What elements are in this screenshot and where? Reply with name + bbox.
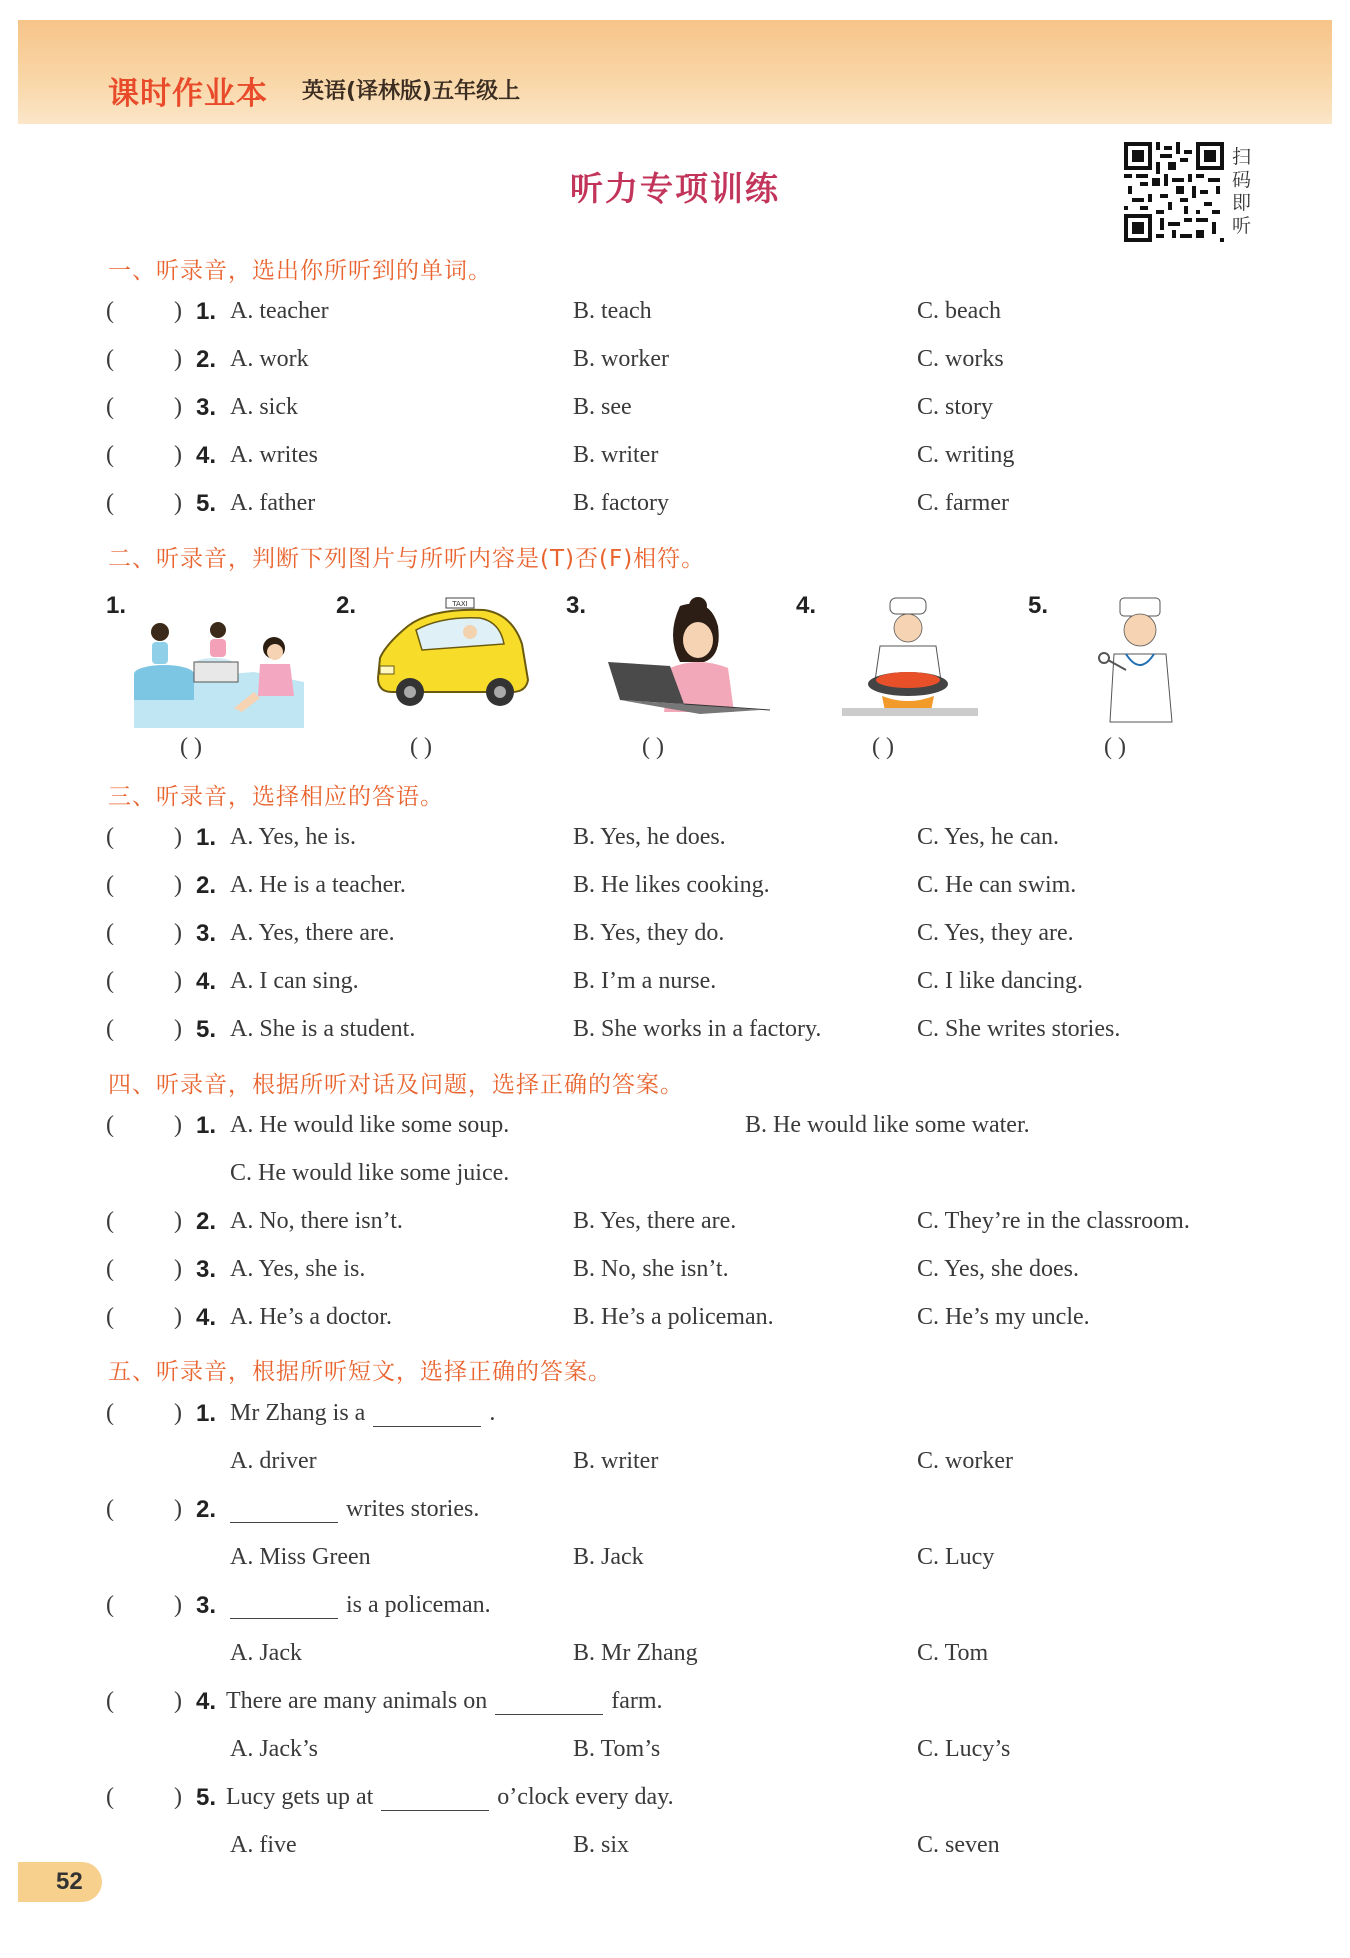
option-a: A. writes (230, 442, 318, 468)
fill-blank[interactable] (230, 1500, 338, 1523)
stem-text: writes stories. (346, 1496, 480, 1522)
option-b: B. No, she isn’t. (573, 1256, 729, 1282)
answer-blank[interactable]: ( ) (180, 734, 202, 760)
answer-paren-open[interactable]: ( (106, 968, 114, 994)
writer-picture (600, 596, 770, 716)
s1-question-row (0, 442, 1350, 482)
option-c: C. Yes, he can. (917, 824, 1059, 850)
picture-number: 1. (106, 592, 127, 619)
answer-paren-close: ) (174, 872, 182, 898)
option-a: A. Jack (230, 1640, 302, 1666)
picture-number: 5. (1028, 592, 1049, 619)
option-b: B. Yes, they do. (573, 920, 725, 946)
option-a: A. He is a teacher. (230, 872, 406, 898)
fill-blank[interactable] (381, 1788, 489, 1811)
answer-paren-open[interactable]: ( (106, 1688, 114, 1714)
s5-options-row (0, 1832, 1350, 1872)
question-number: 5. (196, 490, 217, 517)
section5-heading: 五、听录音，根据所听短文，选择正确的答案。 (108, 1359, 612, 1385)
question-number: 5. (196, 1784, 217, 1811)
s5-question-row (0, 1400, 1350, 1440)
book-title: 英语(译林版)五年级上 (302, 79, 521, 104)
answer-paren-open[interactable]: ( (106, 1256, 114, 1282)
option-c: C. Lucy’s (917, 1736, 1011, 1762)
stem-text: Mr Zhang is a (230, 1400, 366, 1426)
answer-paren-open[interactable]: ( (106, 1208, 114, 1234)
s4-question-row (0, 1256, 1350, 1296)
option-b: B. worker (573, 346, 669, 372)
answer-paren-open[interactable]: ( (106, 490, 114, 516)
s4-question-row (0, 1112, 1350, 1152)
answer-paren-open[interactable]: ( (106, 1400, 114, 1426)
option-b: B. Yes, he does. (573, 824, 726, 850)
answer-paren-open[interactable]: ( (106, 920, 114, 946)
answer-paren-close: ) (174, 1496, 182, 1522)
option-a: A. Yes, he is. (230, 824, 357, 850)
section3-heading: 三、听录音，选择相应的答语。 (108, 784, 444, 810)
option-b: B. He likes cooking. (573, 872, 770, 898)
stem-text: o’clock every day. (497, 1784, 674, 1810)
question-number: 3. (196, 394, 217, 421)
answer-paren-close: ) (174, 824, 182, 850)
s4-question-row (0, 1208, 1350, 1248)
picture-number: 2. (336, 592, 357, 619)
option-a: A. No, there isn’t. (230, 1208, 403, 1234)
question-number: 2. (196, 1208, 217, 1235)
option-a: A. Yes, she is. (230, 1256, 366, 1282)
answer-paren-close: ) (174, 968, 182, 994)
question-number: 1. (196, 1400, 217, 1427)
s4-question-row-cont (0, 1160, 1350, 1200)
s3-question-row (0, 968, 1350, 1008)
answer-paren-open[interactable]: ( (106, 442, 114, 468)
question-number: 1. (196, 824, 217, 851)
s1-question-row (0, 346, 1350, 386)
restaurant-picture (134, 612, 304, 728)
question-stem (230, 1400, 495, 1427)
option-c: C. beach (917, 298, 1001, 324)
s5-options-row (0, 1544, 1350, 1584)
s1-question-row (0, 490, 1350, 530)
s3-question-row (0, 824, 1350, 864)
stem-text: . (489, 1400, 496, 1426)
option-a: A. She is a student. (230, 1016, 416, 1042)
option-b: B. He’s a policeman. (573, 1304, 774, 1330)
question-number: 3. (196, 1256, 217, 1283)
option-b: B. I’m a nurse. (573, 968, 717, 994)
doctor-picture (1096, 596, 1186, 726)
question-stem (226, 1688, 663, 1715)
qr-label-char: 码 (1232, 169, 1252, 191)
fill-blank[interactable] (495, 1692, 603, 1715)
option-b: B. six (573, 1832, 630, 1858)
answer-paren-open[interactable]: ( (106, 394, 114, 420)
option-b: B. writer (573, 1448, 659, 1474)
fill-blank[interactable] (373, 1404, 481, 1427)
taxi-picture (372, 596, 532, 708)
series-title: 课时作业本 (108, 76, 268, 112)
option-c: C. worker (917, 1448, 1013, 1474)
option-b: B. Jack (573, 1544, 644, 1570)
stem-text: farm. (611, 1688, 663, 1714)
option-a: A. Miss Green (230, 1544, 371, 1570)
s5-options-row (0, 1640, 1350, 1680)
stem-text: There are many animals on (226, 1688, 488, 1714)
question-stem (226, 1784, 674, 1811)
option-c: C. They’re in the classroom. (917, 1208, 1190, 1234)
answer-paren-open[interactable]: ( (106, 346, 114, 372)
option-c: C. story (917, 394, 994, 420)
picture-number: 3. (566, 592, 587, 619)
option-c: C. He can swim. (917, 872, 1077, 898)
cook-picture (842, 596, 978, 724)
qr-label-char: 听 (1232, 215, 1252, 237)
answer-paren-close: ) (174, 442, 182, 468)
option-a: A. work (230, 346, 309, 372)
question-number: 3. (196, 1592, 217, 1619)
answer-paren-close: ) (174, 1304, 182, 1330)
qr-label-char: 扫 (1232, 146, 1252, 168)
answer-paren-open[interactable]: ( (106, 1304, 114, 1330)
stem-text: Lucy gets up at (226, 1784, 374, 1810)
s1-question-row (0, 394, 1350, 434)
answer-blank[interactable]: ( ) (642, 734, 664, 760)
question-number: 1. (196, 1112, 217, 1139)
option-c: C. He’s my uncle. (917, 1304, 1090, 1330)
answer-paren-open[interactable]: ( (106, 1496, 114, 1522)
page-number: 52 (56, 1868, 83, 1895)
option-b: B. Yes, there are. (573, 1208, 737, 1234)
answer-paren-close: ) (174, 1592, 182, 1618)
option-b: B. She works in a factory. (573, 1016, 822, 1042)
option-c: C. writing (917, 442, 1015, 468)
answer-blank[interactable]: ( ) (872, 734, 894, 760)
question-stem (230, 1496, 479, 1523)
answer-paren-open[interactable]: ( (106, 872, 114, 898)
answer-paren-open[interactable]: ( (106, 1784, 114, 1810)
option-b: B. teach (573, 298, 652, 324)
s5-question-row (0, 1688, 1350, 1728)
option-c: C. She writes stories. (917, 1016, 1121, 1042)
s4-question-row (0, 1304, 1350, 1344)
option-c: C. Yes, she does. (917, 1256, 1080, 1282)
question-number: 1. (196, 298, 217, 325)
taxi-sign-text: TAXI (452, 600, 468, 608)
question-number: 5. (196, 1016, 217, 1043)
answer-paren-close: ) (174, 920, 182, 946)
answer-paren-open[interactable]: ( (106, 1112, 114, 1138)
option-a: A. I can sing. (230, 968, 359, 994)
option-a: A. Jack’s (230, 1736, 318, 1762)
option-c: C. works (917, 346, 1004, 372)
option-a: A. teacher (230, 298, 329, 324)
answer-paren-close: ) (174, 1400, 182, 1426)
answer-paren-close: ) (174, 1784, 182, 1810)
answer-paren-close: ) (174, 1256, 182, 1282)
s3-question-row (0, 1016, 1350, 1056)
section4-heading: 四、听录音，根据所听对话及问题，选择正确的答案。 (108, 1072, 684, 1098)
answer-paren-close: ) (174, 1688, 182, 1714)
answer-paren-close: ) (174, 1112, 182, 1138)
s3-question-row (0, 872, 1350, 912)
s5-options-row (0, 1448, 1350, 1488)
section1-heading: 一、听录音，选出你所听到的单词。 (108, 258, 492, 284)
option-c: C. He would like some juice. (230, 1160, 510, 1186)
answer-paren-close: ) (174, 346, 182, 372)
qr-code[interactable] (1124, 142, 1224, 242)
answer-paren-open[interactable]: ( (106, 1016, 114, 1042)
question-number: 4. (196, 968, 217, 995)
s5-options-row (0, 1736, 1350, 1776)
s5-question-row (0, 1784, 1350, 1824)
answer-paren-close: ) (174, 1208, 182, 1234)
option-c: C. Tom (917, 1640, 989, 1666)
question-number: 2. (196, 872, 217, 899)
option-a: A. driver (230, 1448, 317, 1474)
qr-label (1232, 146, 1256, 238)
option-c: C. seven (917, 1832, 1000, 1858)
page-title: 听力专项训练 (570, 169, 780, 208)
option-b: B. Mr Zhang (573, 1640, 698, 1666)
answer-paren-close: ) (174, 394, 182, 420)
option-c: C. farmer (917, 490, 1009, 516)
answer-paren-open[interactable]: ( (106, 298, 114, 324)
question-number: 4. (196, 1304, 217, 1331)
answer-paren-close: ) (174, 298, 182, 324)
option-b: B. factory (573, 490, 669, 516)
question-number: 2. (196, 1496, 217, 1523)
answer-paren-open[interactable]: ( (106, 824, 114, 850)
question-number: 2. (196, 346, 217, 373)
answer-blank[interactable]: ( ) (1104, 734, 1126, 760)
option-b: B. see (573, 394, 632, 420)
picture-number: 4. (796, 592, 817, 619)
question-stem (230, 1592, 491, 1619)
s3-question-row (0, 920, 1350, 960)
option-a: A. sick (230, 394, 298, 420)
stem-text: is a policeman. (346, 1592, 491, 1618)
answer-paren-open[interactable]: ( (106, 1592, 114, 1618)
option-b: B. writer (573, 442, 659, 468)
section2-heading: 二、听录音，判断下列图片与所听内容是(T)否(F)相符。 (108, 546, 706, 572)
option-a: A. five (230, 1832, 297, 1858)
option-a: A. He’s a doctor. (230, 1304, 392, 1330)
question-number: 3. (196, 920, 217, 947)
option-a: A. father (230, 490, 316, 516)
question-number: 4. (196, 1688, 217, 1715)
s5-question-row (0, 1496, 1350, 1536)
option-a: A. Yes, there are. (230, 920, 395, 946)
s1-question-row (0, 298, 1350, 338)
option-a: A. He would like some soup. (230, 1112, 510, 1138)
option-c: C. Lucy (917, 1544, 995, 1570)
answer-paren-close: ) (174, 1016, 182, 1042)
option-b: B. He would like some water. (745, 1112, 1030, 1138)
option-b: B. Tom’s (573, 1736, 661, 1762)
qr-label-char: 即 (1232, 192, 1252, 214)
option-c: C. I like dancing. (917, 968, 1083, 994)
answer-blank[interactable]: ( ) (410, 734, 432, 760)
answer-paren-close: ) (174, 490, 182, 516)
question-number: 4. (196, 442, 217, 469)
s5-question-row (0, 1592, 1350, 1632)
fill-blank[interactable] (230, 1596, 338, 1619)
option-c: C. Yes, they are. (917, 920, 1074, 946)
